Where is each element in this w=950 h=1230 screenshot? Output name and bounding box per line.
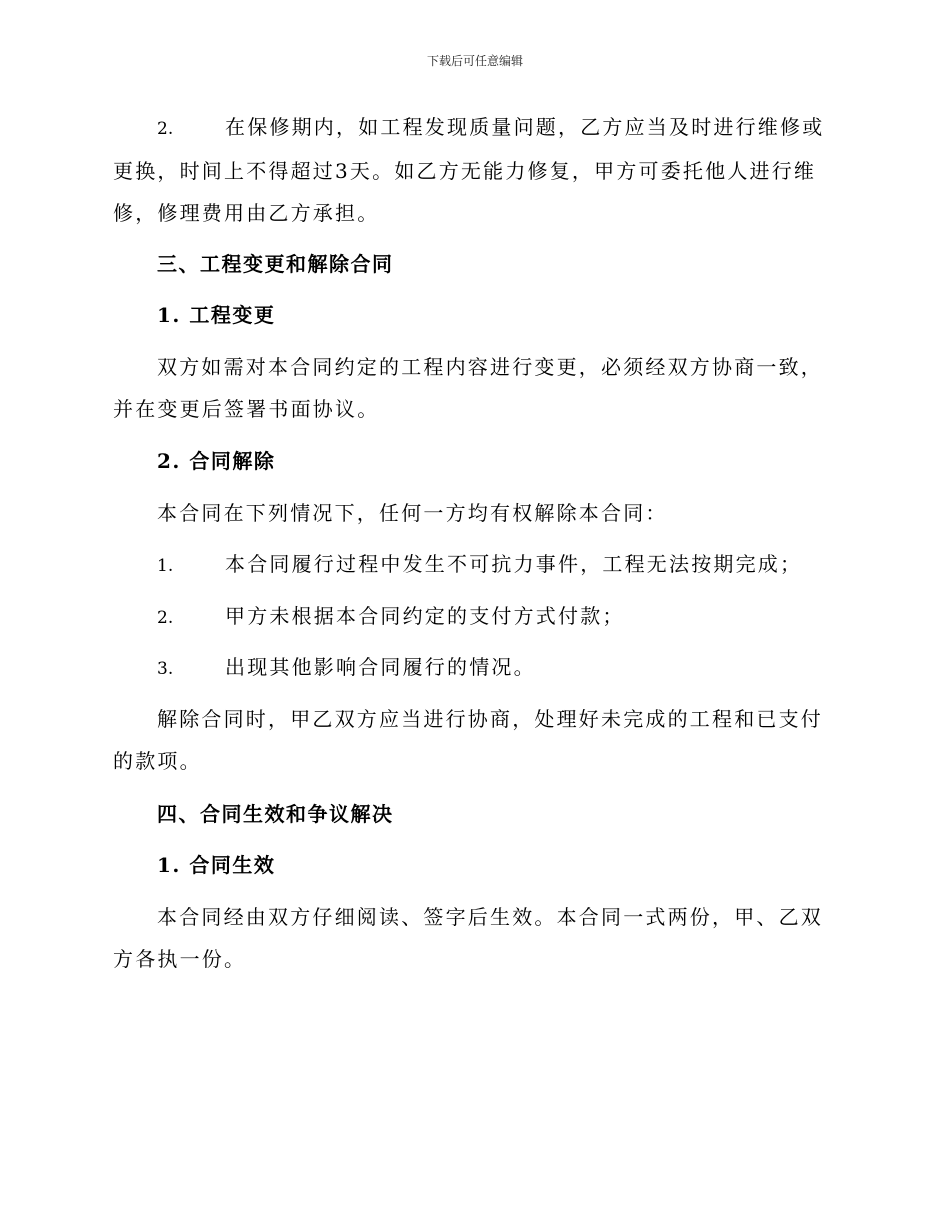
subsection-termination-heading: 2. 合同解除 — [157, 449, 276, 473]
termination-paragraph: 解除合同时，甲乙双方应当进行协商，处理好未完成的工程和已支付的款项。 — [113, 707, 823, 773]
section-4-heading: 四、合同生效和争议解决 — [157, 802, 394, 826]
list-item — [157, 646, 837, 690]
repair-clause-text: 在保修期内，如工程发现质量问题，乙方应当及时进行维修或更换，时间上不得超过3天。如乙方无能力修复，甲方可委托他人进行维修，修理费用由乙方承担。 — [113, 115, 825, 225]
list-number: 2. — [157, 608, 174, 628]
list-item — [157, 543, 837, 587]
section-3-heading: 三、工程变更和解除合同 — [157, 252, 394, 276]
subsection-engineering-change-heading: 1. 工程变更 — [157, 303, 276, 327]
repair-clause-paragraph — [113, 106, 833, 234]
engineering-change-paragraph: 双方如需对本合同约定的工程内容进行变更，必须经双方协商一致，并在变更后签署书面协议。 — [113, 355, 823, 421]
effectiveness-paragraph: 本合同经由双方仔细阅读、签字后生效。本合同一式两份，甲、乙双方各执一份。 — [113, 905, 823, 971]
termination-intro: 本合同在下列情况下，任何一方均有权解除本合同： — [157, 501, 668, 525]
list-item-text: 出现其他影响合同履行的情况。 — [225, 655, 536, 679]
list-number: 1. — [157, 556, 174, 576]
list-item-text: 本合同履行过程中发生不可抗力事件，工程无法按期完成； — [225, 552, 803, 576]
page-header: 下载后可任意编辑 — [426, 54, 523, 68]
list-item-text: 甲方未根据本合同约定的支付方式付款； — [225, 604, 625, 628]
subsection-effectiveness-heading: 1. 合同生效 — [157, 853, 276, 877]
list-number: 3. — [157, 659, 174, 679]
list-item — [157, 595, 837, 639]
list-number: 2. — [157, 119, 174, 139]
